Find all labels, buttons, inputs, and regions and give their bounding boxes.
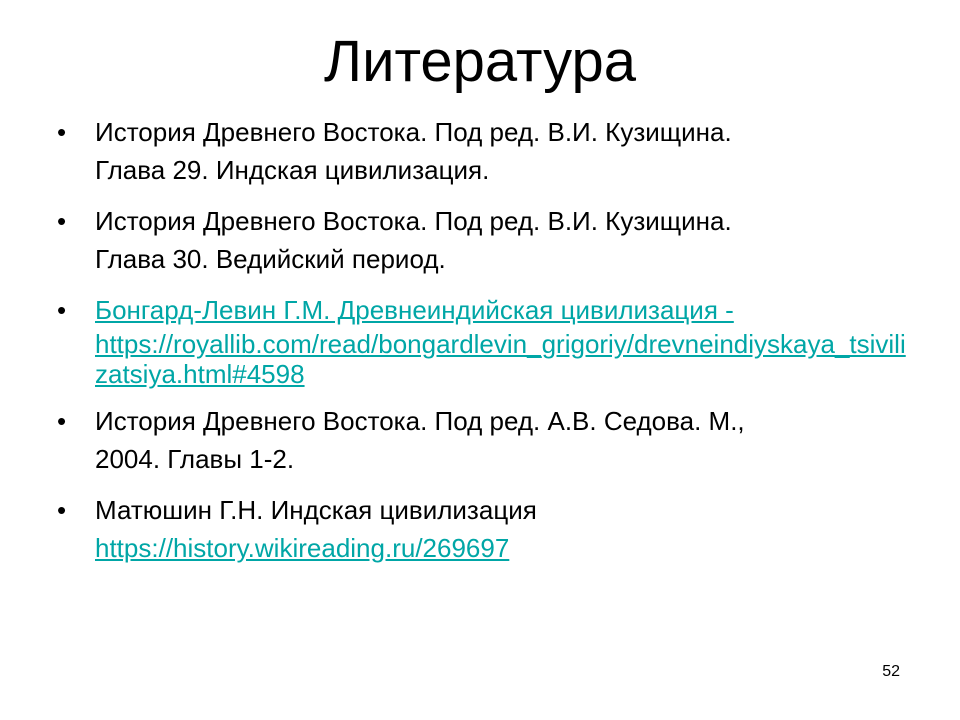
list-item xyxy=(57,291,917,389)
list-item xyxy=(57,202,917,278)
slide-title: Литература xyxy=(324,29,636,94)
reference-line-2: 2004. Главы 1-2. xyxy=(95,444,295,474)
reference-line-1: История Древнего Востока. Под ред. В.И. Кузищина. xyxy=(95,206,732,236)
reference-line-1: История Древнего Востока. Под ред. А.В. Седова. М., xyxy=(95,406,745,436)
bullet: • xyxy=(57,206,67,236)
page-number: 52 xyxy=(882,663,900,680)
list-item xyxy=(57,402,917,478)
reference-link-url[interactable]: https://history.wikireading.ru/269697 xyxy=(95,533,510,563)
reference-link-title[interactable]: Бонгард-Левин Г.М. Древнеиндийская цивилизация - xyxy=(95,295,734,325)
list-item xyxy=(57,113,917,189)
reference-line-1: Матюшин Г.Н. Индская цивилизация xyxy=(95,495,537,525)
bullet: • xyxy=(57,495,67,525)
reference-link-url[interactable]: https://royallib.com/read/bongardlevin_grigoriy/drevneindiyskaya_tsivilizatsiya.html#4598 xyxy=(95,329,906,389)
reference-line-1: История Древнего Востока. Под ред. В.И. Кузищина. xyxy=(95,117,732,147)
bullet: • xyxy=(57,117,67,147)
bullet: • xyxy=(57,406,67,436)
bullet: • xyxy=(57,295,67,325)
bibliography-list xyxy=(57,113,917,567)
reference-line-2: Глава 30. Ведийский период. xyxy=(95,244,446,274)
list-item xyxy=(57,491,917,567)
reference-line-2: Глава 29. Индская цивилизация. xyxy=(95,155,490,185)
